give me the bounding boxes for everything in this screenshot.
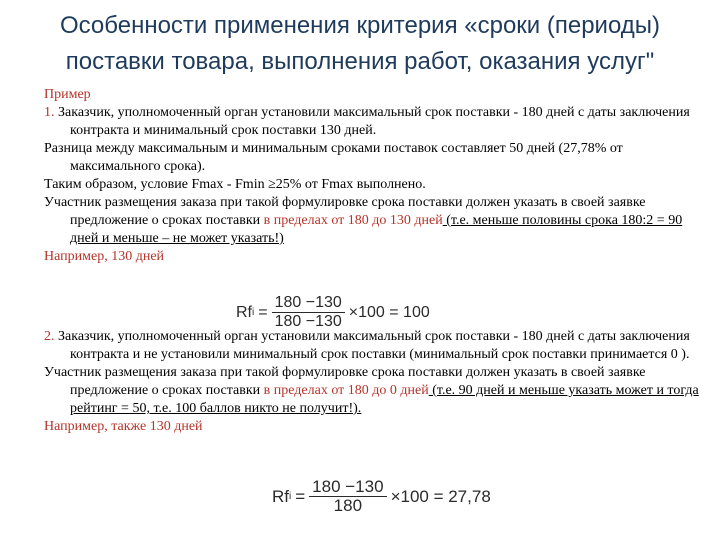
participant-1-note: (т.е. меньше половины срока 180:2 = 90 дней и меньше – не может указать!) [70, 213, 683, 246]
participant-1-text: Участник размещения заказа при такой формулировке срока поставки должен указать в своей заявке предложение о сроках поставки [44, 195, 646, 228]
participant-2-paragraph [44, 364, 704, 418]
case-2-text: Заказчик, уполномоченный орган установили максимальный срок поставки - 180 дней с даты заключения контракта и не установили минимальный срок поставки (минимальный срок поставки принимается 0 ). [54, 329, 690, 362]
case-2-paragraph [44, 328, 704, 364]
formula-2-subscript: i [289, 491, 292, 502]
condition-paragraph: Таким образом, условие Fmax - Fmin ≥25% от Fmax выполнено. [44, 177, 426, 192]
formula-2-numerator: 180 −130 [309, 478, 386, 497]
slide-title: Особенности применения критерия «сроки (периоды) поставки товара, выполнения работ, оказания услуг" [59, 12, 661, 75]
participant-2-text: Участник размещения заказа при такой формулировке срока поставки должен указать в своей заявке предложение о сроках поставки [44, 365, 646, 398]
formula-2-lhs: Rf [272, 486, 289, 506]
formula-1-lhs: Rf [236, 303, 252, 321]
case-1-text: Заказчик, уполномоченный орган установили максимальный срок поставки - 180 дней с даты заключения контракта и минимальный срок поставки 130 дней. [54, 105, 690, 138]
formula-1-denominator: 180 −130 [274, 313, 342, 330]
slide-body [44, 86, 704, 436]
formula-1-equals: = [258, 303, 268, 321]
participant-2-note: (т.е. 90 дней и меньше указать может и тогда рейтинг = 50, т.е. 100 баллов никто не получит!). [70, 383, 699, 416]
formula-2-equals: = [295, 486, 306, 506]
participant-1-paragraph [44, 194, 704, 248]
difference-paragraph: Разница между максимальным и минимальным сроками поставок составляет 50 дней (27,78% от максимального срока). [44, 141, 623, 174]
participant-1-range: в пределах от 180 до 130 дней [263, 213, 443, 228]
case-1-paragraph [44, 104, 704, 140]
formula-1 [236, 294, 430, 331]
formula-1-fraction [272, 294, 345, 331]
example-1-label: Например, 130 дней [44, 249, 165, 264]
case-2-number: 2. [44, 329, 55, 344]
formula-2-result: ×100 = 27,78 [390, 486, 491, 506]
formula-1-result: ×100 = 100 [348, 303, 430, 321]
formula-2-fraction [309, 478, 386, 515]
participant-2-range: в пределах от 180 до 0 дней [263, 383, 429, 398]
formula-2 [272, 478, 491, 515]
case-1-number: 1. [44, 105, 55, 120]
formula-2-denominator: 180 [333, 496, 363, 515]
example-2-label: Например, также 130 дней [44, 419, 203, 434]
formula-1-subscript: i [252, 307, 255, 318]
formula-1-numerator: 180 −130 [272, 294, 345, 313]
example-heading: Пример [44, 87, 91, 102]
